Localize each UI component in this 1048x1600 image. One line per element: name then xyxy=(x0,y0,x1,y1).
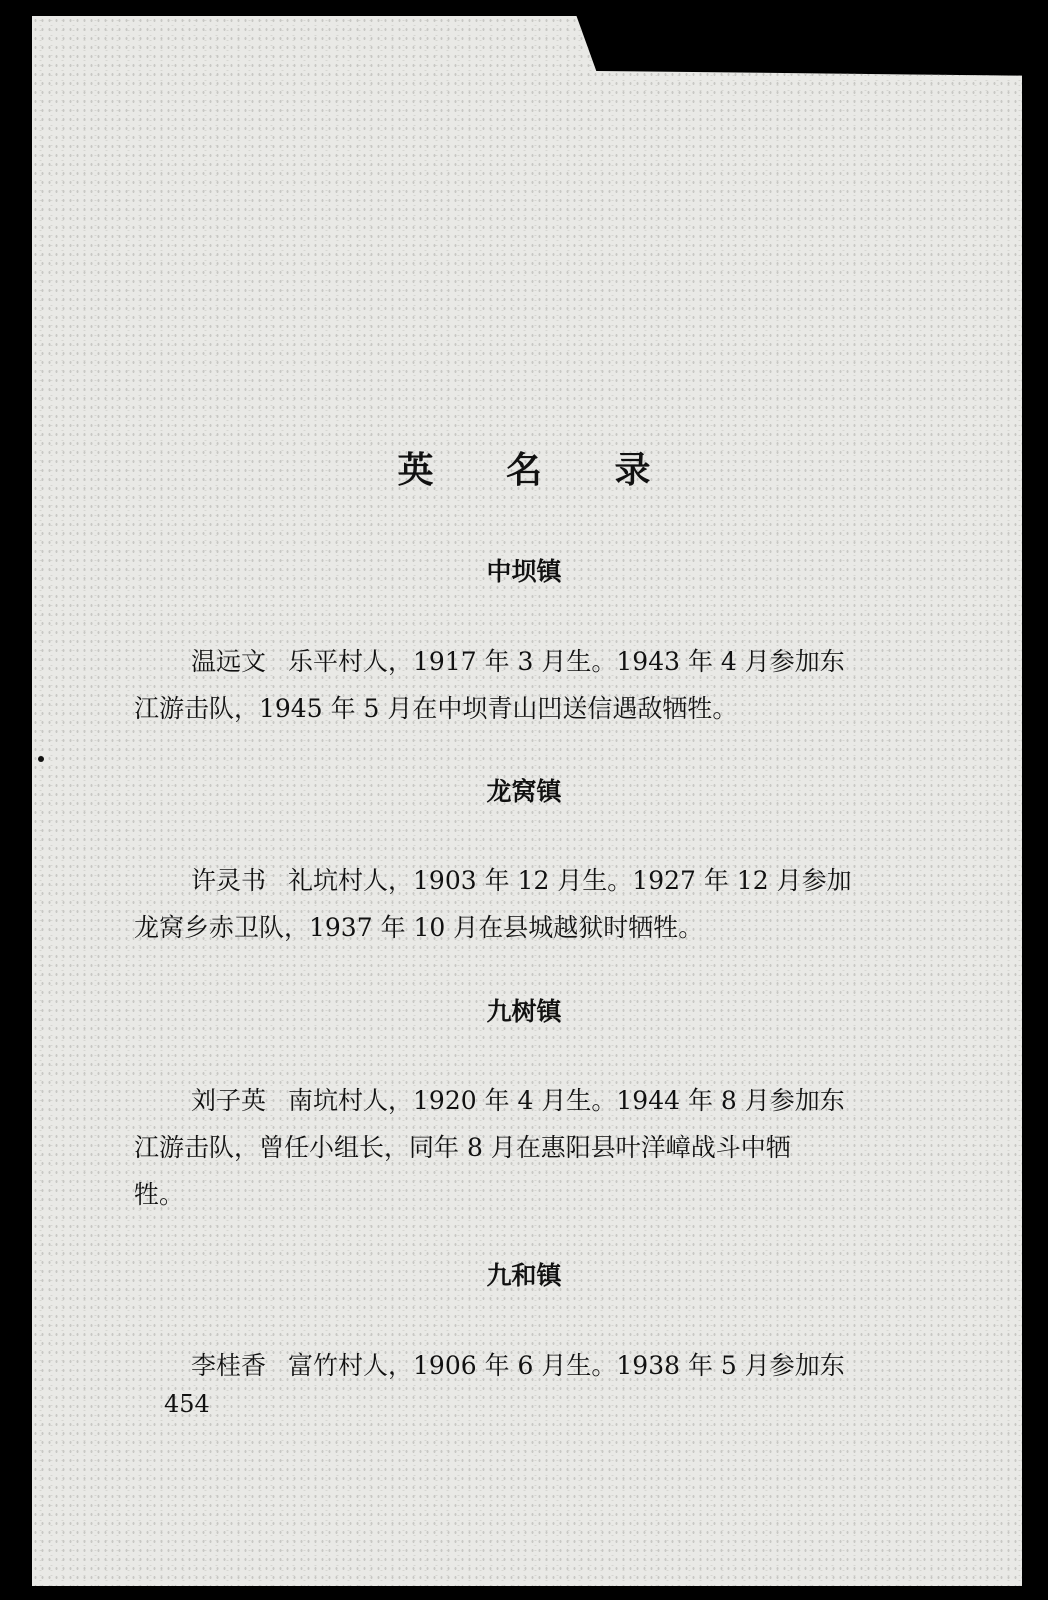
martyr-name: 温远文 xyxy=(191,647,267,676)
martyr-entry xyxy=(134,1077,904,1218)
entry-text-continued: 龙窝乡赤卫队，1937 年 10 月在县城越狱时牺牲。 xyxy=(134,913,704,942)
page-title: 英 名 录 xyxy=(397,450,681,491)
speck-mark xyxy=(38,756,44,762)
martyr-name: 李桂香 xyxy=(191,1351,267,1380)
entry-text: 富竹村人，1906 年 6 月生。1938 年 5 月参加东 xyxy=(288,1351,845,1380)
martyr-entry xyxy=(134,638,904,732)
martyr-entry xyxy=(134,1342,904,1389)
entry-first-line xyxy=(134,1342,904,1389)
entry-text: 南坑村人，1920 年 4 月生。1944 年 8 月参加东 xyxy=(288,1086,845,1115)
entry-first-line xyxy=(134,638,904,685)
martyr-name: 许灵书 xyxy=(191,866,267,895)
entry-text: 乐平村人，1917 年 3 月生。1943 年 4 月参加东 xyxy=(288,647,845,676)
town-heading: 九和镇 xyxy=(486,1261,562,1290)
entry-first-line xyxy=(134,857,904,904)
entry-text-continued: 江游击队，1945 年 5 月在中坝青山凹送信遇敌牺牲。 xyxy=(134,694,738,723)
entry-text-continued: 江游击队，曾任小组长，同年 8 月在惠阳县叶洋嶂战斗中牺 xyxy=(134,1133,791,1162)
martyr-name: 刘子英 xyxy=(191,1086,267,1115)
page-number: 454 xyxy=(164,1390,210,1418)
town-heading: 龙窝镇 xyxy=(486,777,562,806)
entry-text-continued: 牲。 xyxy=(134,1180,185,1209)
town-heading: 中坝镇 xyxy=(486,557,562,586)
entry-text: 礼坑村人，1903 年 12 月生。1927 年 12 月参加 xyxy=(288,866,852,895)
town-heading: 九树镇 xyxy=(486,997,562,1026)
entry-first-line xyxy=(134,1077,904,1124)
martyr-entry xyxy=(134,857,904,951)
